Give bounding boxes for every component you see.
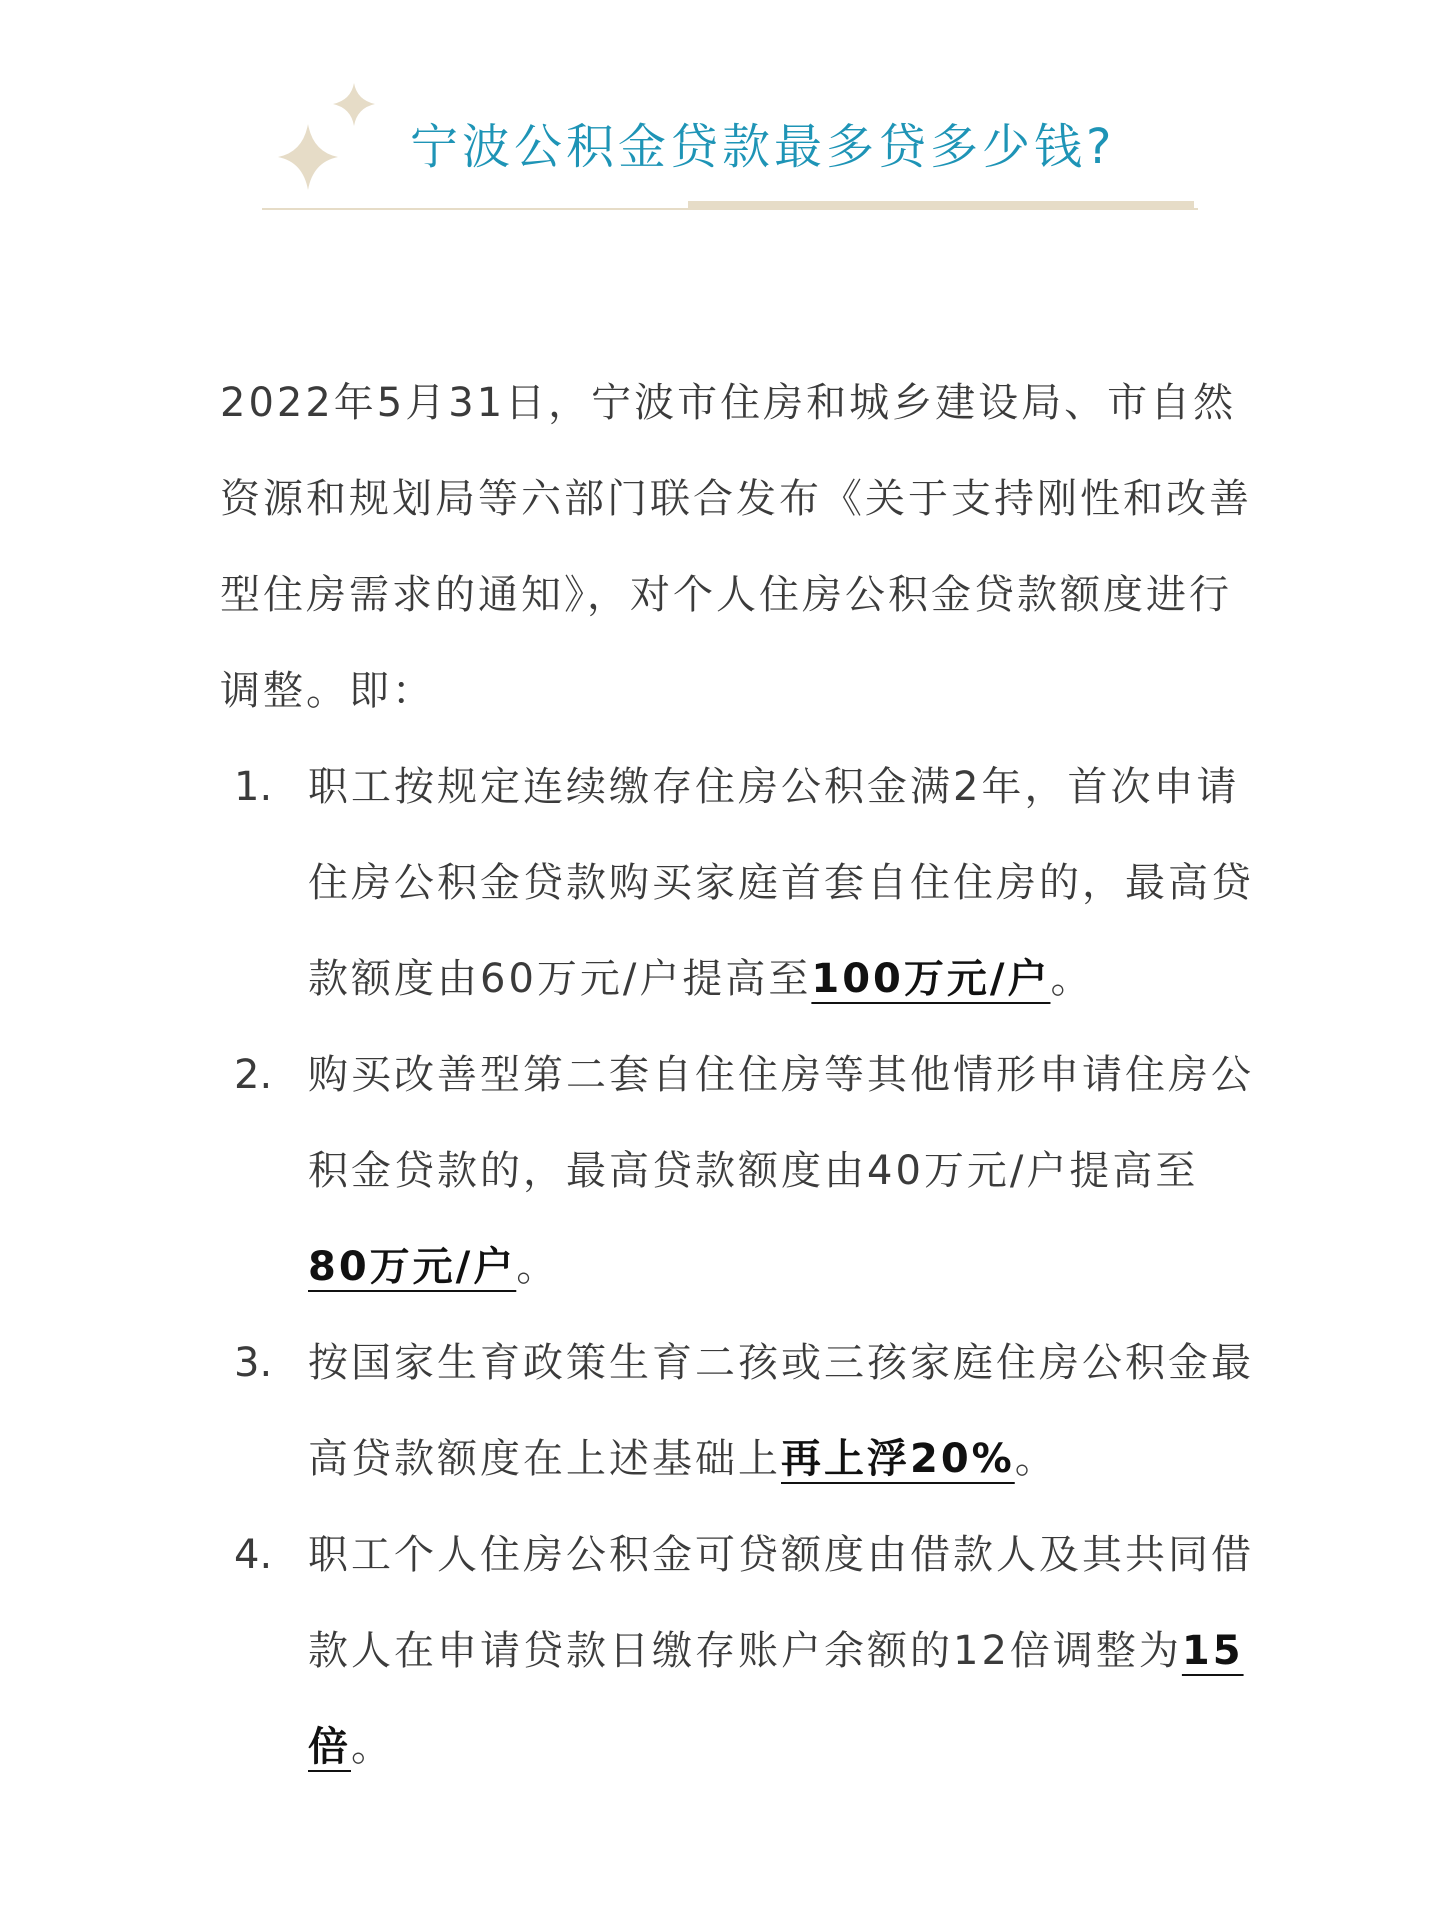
list-number: 2. [234,1052,273,1098]
list-item [220,1027,1260,1315]
item-text: 职工按规定连续缴存住房公积金满2年，首次申请住房公积金贷款购买家庭首套自住住房的，最高贷款额度由60万元/户提高至 [308,764,1254,1002]
highlight-text: 15倍 [308,1628,1244,1770]
list-item [220,1507,1260,1795]
list-number: 1. [234,764,273,810]
header [258,78,1198,228]
list-item [220,739,1260,1027]
item-text: 职工个人住房公积金可贷额度由借款人及其共同借款人在申请贷款日缴存账户余额的12倍调整为 [308,1532,1254,1674]
list-number: 3. [234,1340,273,1386]
highlight-text: 100万元/户 [811,956,1051,1002]
item-text-end: 。 [516,1244,560,1290]
item-text-end: 。 [351,1724,394,1770]
item-text: 购买改善型第二套自住住房等其他情形申请住房公积金贷款的，最高贷款额度由40万元/户提高至 [308,1052,1254,1194]
item-text-end: 。 [1050,956,1094,1002]
sparkle-icon [258,78,398,218]
list-number: 4. [234,1532,273,1578]
page-title: 宁波公积金贷款最多贷多少钱? [410,119,1116,175]
item-text: 按国家生育政策生育二孩或三孩家庭住房公积金最高贷款额度在上述基础上 [308,1340,1254,1482]
highlight-text: 再上浮20% [781,1436,1015,1482]
intro-paragraph: 2022年5月31日，宁波市住房和城乡建设局、市自然资源和规划局等六部门联合发布《关于支持刚性和改善型住房需求的通知》，对个人住房公积金贷款额度进行调整。即： [220,380,1252,714]
article-body [220,355,1260,1795]
highlight-text: 80万元/户 [308,1244,517,1290]
list-item [220,1315,1260,1507]
policy-list [220,739,1260,1795]
title-underline-accent [688,201,1194,209]
item-text-end: 。 [1014,1436,1058,1482]
